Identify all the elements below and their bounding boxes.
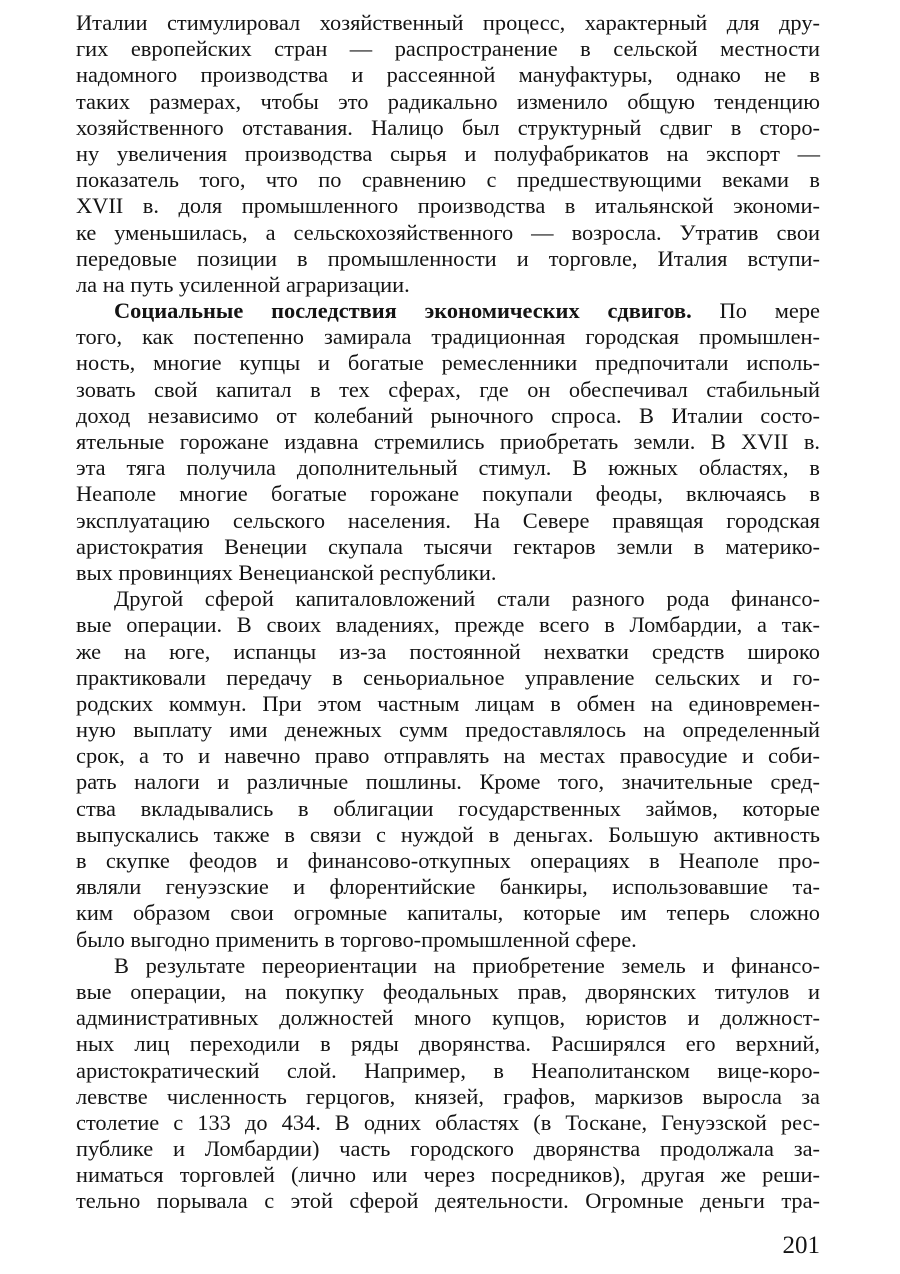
section-heading: Социальные последствия экономических сдвигов. <box>114 298 692 324</box>
text-line: Неаполе многие богатые горожане покупали феоды, включаясь в <box>76 481 820 507</box>
text-line: в скупке феодов и финансово-откупных операциях в Неаполе про- <box>76 848 820 873</box>
text-line: того, как постепенно замирала традиционная городская промышлен- <box>76 324 820 350</box>
page-number: 201 <box>782 1232 820 1259</box>
paragraph-2 <box>76 298 820 586</box>
text-line: ке уменьшилась, а сельскохозяйственного — возросла. Утратив свои <box>76 219 820 245</box>
text-line: вых провинциях Венецианской республики. <box>76 559 497 585</box>
text-line: Италии стимулировал хозяйственный процесс, характерный для дру- <box>76 10 820 35</box>
text-line: доход независимо от колебаний рыночного спроса. В Италии состо- <box>76 402 820 428</box>
text-line: ниматься торговлей (лично или через посредников), другая же реши- <box>76 1162 820 1188</box>
body-text <box>76 10 820 1215</box>
text-line: зовать свой капитал в тех сферах, где он обеспечивал стабильный <box>76 376 820 402</box>
text-line: ность, многие купцы и богатые ремесленники предпочитали исполь- <box>76 350 820 376</box>
text-line: ятельные горожане издавна стремились приобретать земли. В XVII в. <box>76 429 820 454</box>
text-line: столетие с 133 до 434. В одних областях (в Тоскане, Генуэзской рес- <box>76 1109 820 1135</box>
text-line: Другой сферой капиталовложений стали разного рода финансо- <box>114 586 820 612</box>
text-line: левстве численность герцогов, князей, графов, маркизов выросла за <box>76 1083 820 1109</box>
text-line: же на юге, испанцы из-за постоянной нехватки средств широко <box>76 638 820 664</box>
text-line: ных лиц переходили в ряды дворянства. Расширялся его верхний, <box>76 1031 820 1057</box>
text-line: ства вкладывались в облигации государственных займов, которые <box>76 795 820 821</box>
paragraph-3 <box>76 586 820 953</box>
text-line: В результате переориентации на приобретение земель и финансо- <box>114 952 820 978</box>
paragraph-heading-line <box>76 298 820 324</box>
text-line: административных должностей много купцов, юристов и должност- <box>76 1005 820 1031</box>
text-line: являли генуэзские и флорентийские банкиры, использовавшие та- <box>76 874 820 900</box>
text-line: гих европейских стран — распространение в сельской местности <box>76 36 820 62</box>
text-line: аристократия Венеции скупала тысячи гектаров земли в материко- <box>76 533 820 559</box>
text-line: эта тяга получила дополнительный стимул. В южных областях, в <box>76 455 820 481</box>
text-line: аристократический слой. Например, в Неаполитанском вице-коро- <box>76 1057 820 1083</box>
text-line: хозяйственного отставания. Налицо был структурный сдвиг в сторо- <box>76 114 820 140</box>
paragraph-1 <box>76 10 820 298</box>
text-line: тельно порывала с этой сферой деятельности. Огромные деньги тра- <box>76 1188 820 1214</box>
text-line: эксплуатацию сельского населения. На Севере правящая городская <box>76 507 820 533</box>
text-line: срок, а то и навечно право отправлять на местах правосудие и соби- <box>76 743 820 769</box>
heading-line-rest: По мере <box>719 298 820 324</box>
text-line: ким образом свои огромные капиталы, которые им теперь сложно <box>76 900 820 926</box>
text-line: ную выплату ими денежных сумм предоставлялось на определенный <box>76 717 820 743</box>
text-line: передовые позиции в промышленности и торговле, Италия вступи- <box>76 245 820 271</box>
text-line: ну увеличения производства сырья и полуфабрикатов на экспорт — <box>76 140 820 166</box>
text-line: родских коммун. При этом частным лицам в обмен на единовремен- <box>76 690 820 716</box>
text-line: показатель того, что по сравнению с предшествующими веками в <box>76 167 820 193</box>
text-line: было выгодно применить в торгово-промышленной сфере. <box>76 926 637 952</box>
text-line: практиковали передачу в сеньориальное управление сельских и го- <box>76 664 820 690</box>
text-line: рать налоги и различные пошлины. Кроме того, значительные сред- <box>76 769 820 795</box>
text-line: ла на путь усиленной аграризации. <box>76 271 410 297</box>
text-line: публике и Ломбардии) часть городского дворянства продолжала за- <box>76 1136 820 1162</box>
paragraph-4 <box>76 953 820 1215</box>
text-line: таких размерах, чтобы это радикально изменило общую тенденцию <box>76 88 820 114</box>
text-line: надомного производства и рассеянной мануфактуры, однако не в <box>76 62 820 88</box>
text-line: вые операции, на покупку феодальных прав, дворянских титулов и <box>76 978 820 1004</box>
text-line: выпускались также в связи с нуждой в деньгах. Большую активность <box>76 821 820 847</box>
text-line: вые операции. В своих владениях, прежде всего в Ломбардии, а так- <box>76 612 820 638</box>
text-line: XVII в. доля промышленного производства в итальянской экономи- <box>76 193 820 219</box>
